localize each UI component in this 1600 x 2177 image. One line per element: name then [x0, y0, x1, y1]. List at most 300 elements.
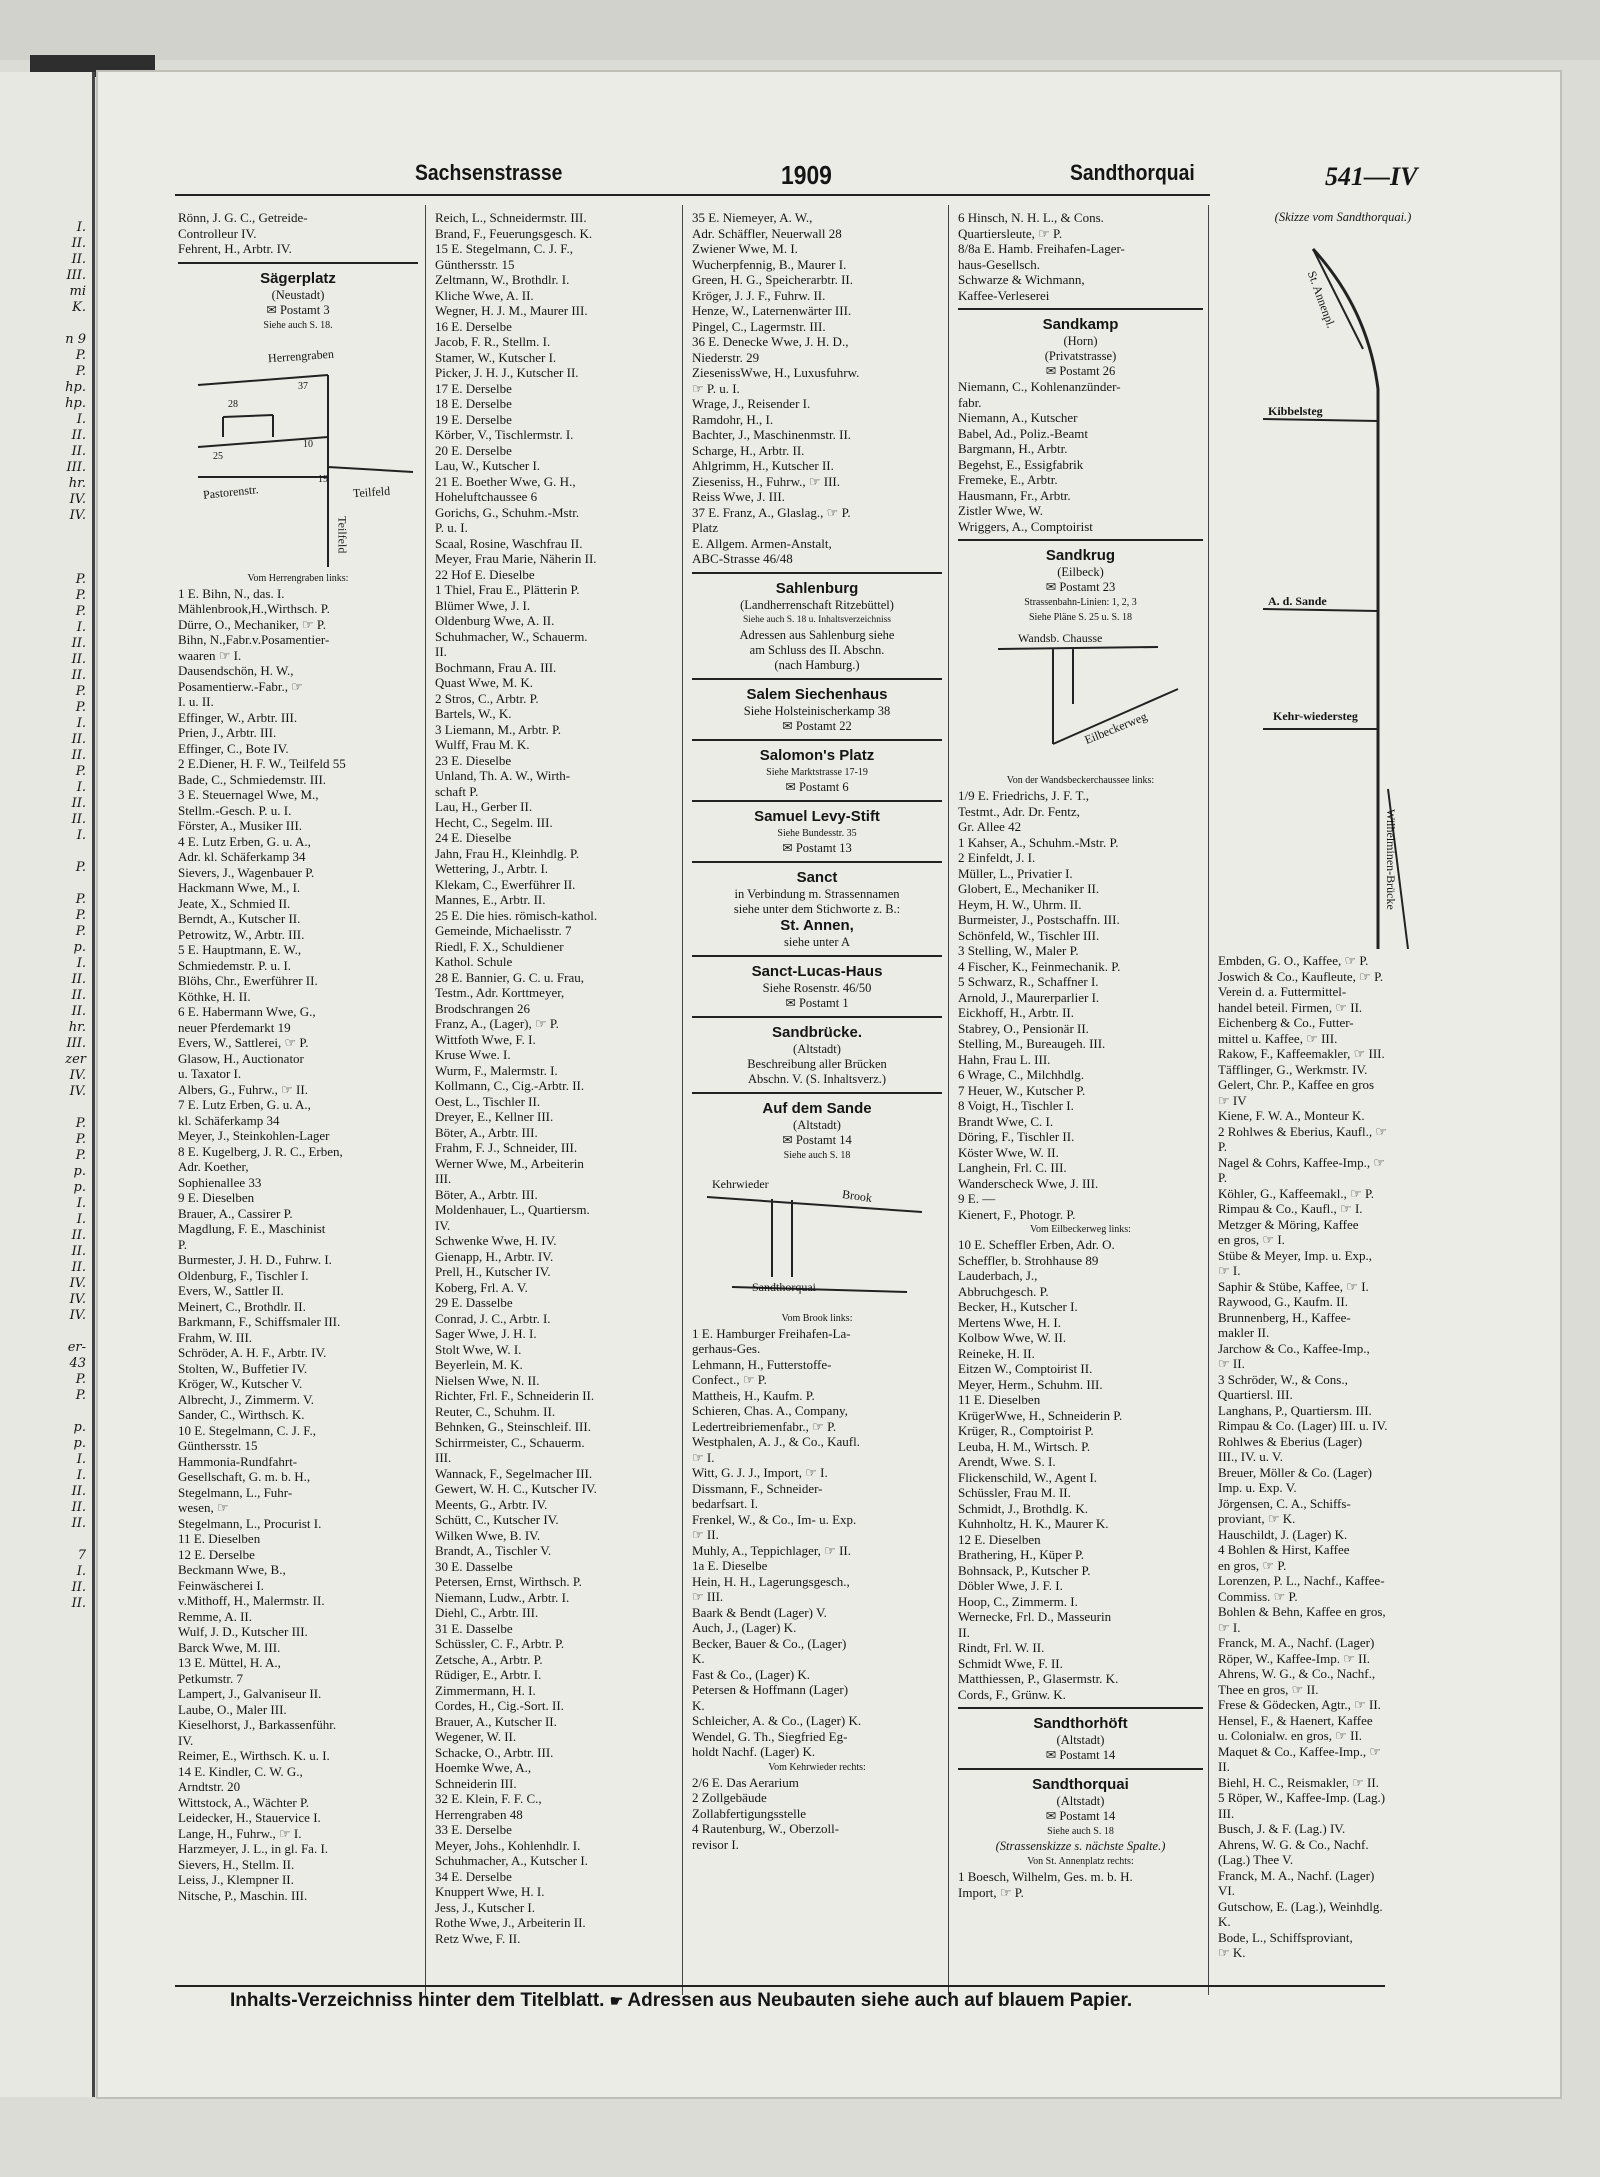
directory-entry: Wulff, Frau M. K. — [435, 737, 530, 752]
directory-entry: wesen, ☞ — [178, 1500, 229, 1515]
section-line: siehe unter dem Stichworte z. B.: — [733, 901, 901, 916]
directory-entry: Rindt, Frl. W. II. — [958, 1640, 1045, 1655]
directory-entry: Commiss. ☞ P. — [1218, 1588, 1298, 1604]
previous-page-line-end: hp. — [65, 396, 86, 411]
previous-page-line-end: II. — [71, 812, 86, 827]
previous-page-line-end: II. — [71, 252, 86, 267]
directory-entry: Franck, M. A., Nachf. (Lager) — [1218, 1635, 1375, 1650]
directory-entry: 10 E. Scheffler Erben, Adr. O. — [958, 1237, 1115, 1252]
previous-page-line-end: II. — [71, 236, 86, 251]
directory-entry: ☞ II. — [692, 1527, 719, 1542]
section-line: ✉ Postamt 22 — [782, 718, 852, 733]
directory-entry: III. — [435, 1171, 452, 1186]
directory-entry: Eickhoff, H., Arbtr. II. — [958, 1005, 1075, 1020]
previous-page-line-end — [6, 540, 92, 556]
directory-entry: Brodschrangen 26 — [435, 1000, 530, 1016]
previous-page-line-end: I. — [76, 220, 86, 235]
directory-entry: Zieseniss, H., Fuhrw., ☞ III. — [692, 473, 841, 489]
previous-page-line-end: p. — [73, 940, 86, 955]
section-line: (Landherrenschaft Ritzebüttel) — [740, 597, 894, 612]
directory-entry: Bihn, N.,Fabr.v.Posamentier- — [178, 632, 330, 647]
directory-entry: Fast & Co., (Lager) K. — [692, 1666, 811, 1682]
previous-page-line-end: II. — [71, 1516, 86, 1531]
directory-entry: Schmidt Wwe, F. II. — [958, 1655, 1063, 1671]
col2-entries — [435, 210, 675, 1946]
section-line: (Altstadt) — [1056, 1794, 1105, 1808]
directory-entry: ☞ P. u. I. — [692, 380, 740, 396]
previous-page-line-end: hp. — [65, 380, 86, 395]
directory-entry: waaren ☞ I. — [178, 647, 242, 663]
section-line: Siehe auch S. 18 u. Inhaltsverzeichniss — [742, 614, 891, 625]
directory-entry: Köthke, H. II. — [178, 988, 251, 1004]
directory-entry: ☞ III. — [692, 1589, 724, 1604]
directory-entry: Gutschow, E. (Lag.), Weinhdlg. — [1218, 1898, 1383, 1914]
previous-page-margin — [0, 72, 95, 2097]
directory-entry: Embden, G. O., Kaffee, ☞ P. — [1218, 953, 1369, 968]
directory-entry: u. Colonialw. en gros, ☞ II. — [1218, 1728, 1363, 1743]
directory-entry: Langhans, P., Quartiersm. III. — [1218, 1402, 1372, 1418]
street-label: Sandthorquai — [752, 1279, 816, 1294]
directory-entry: Kienert, F., Photogr. P. — [958, 1206, 1076, 1222]
previous-page-line-end: IV. — [69, 1292, 86, 1307]
directory-entry: Nagel & Cohrs, Kaffee-Imp., ☞ — [1218, 1154, 1386, 1170]
directory-entry: Reuter, C., Schuhm. II. — [435, 1403, 556, 1419]
directory-entry: Niederstr. 29 — [692, 349, 760, 365]
directory-entry: Wulf, J. D., Kutscher III. — [178, 1624, 308, 1639]
directory-entry: Stolten, W., Buffetier IV. — [178, 1360, 308, 1376]
house-number: 25 — [213, 450, 223, 462]
directory-entry: 19 E. Derselbe — [435, 411, 512, 427]
directory-entry: Rimpau & Co. (Lager) III. u. IV. — [1218, 1418, 1388, 1433]
previous-page-line-end: I. — [76, 1564, 86, 1579]
directory-entry: Schmiedemstr. P. u. I. — [178, 957, 292, 973]
directory-entry: Wurm, F., Malermstr. I. — [435, 1062, 558, 1078]
directory-entry: 37 E. Franz, A., Glaslag., ☞ P. — [692, 504, 851, 520]
section-line: (nach Hamburg.) — [774, 657, 860, 672]
sketch-caption: (Skizze vom Sandthorquai.) — [1274, 210, 1412, 224]
directory-entry: haus-Gesellsch. — [958, 256, 1040, 272]
directory-entry: Jacob, F. R., Stellm. I. — [435, 334, 551, 349]
directory-entry: III., IV. u. V. — [1218, 1449, 1284, 1464]
directory-entry: E. Allgem. Armen-Anstalt, — [692, 535, 832, 551]
street-label: Teilfeld — [335, 515, 350, 553]
directory-entry: Harzmeyer, J. L., in gl. Fa. I. — [178, 1841, 329, 1856]
directory-entry: Petkumstr. 7 — [178, 1670, 244, 1686]
street-label: Herrengraben — [267, 346, 335, 365]
directory-entry: Rönn, J. G. C., Getreide- — [178, 210, 308, 225]
col4-entries — [958, 788, 1203, 1222]
previous-page-line-end: P. — [75, 604, 86, 619]
directory-entry: 25 E. Die hies. römisch-kathol. — [435, 907, 598, 923]
directory-entry: Arndtstr. 20 — [178, 1779, 241, 1794]
directory-entry: Berndt, A., Kutscher II. — [178, 911, 301, 926]
page-header — [175, 160, 1210, 196]
directory-entry: Glasow, H., Auctionator — [178, 1050, 304, 1066]
directory-entry: Scharge, H., Arbtr. II. — [692, 442, 805, 458]
previous-page-line-end: p. — [73, 1164, 86, 1179]
col4-entries-3 — [958, 1869, 1203, 1900]
directory-entry: Schwenke Wwe, H. IV. — [435, 1233, 557, 1248]
directory-entry: Jahn, Frau H., Kleinhdlg. P. — [435, 845, 580, 861]
directory-entry: Ramdohr, H., I. — [692, 411, 774, 427]
directory-entry: KrügerWwe, H., Schneiderin P. — [958, 1407, 1123, 1423]
directory-entry: Stegelmann, L., Procurist I. — [178, 1515, 322, 1531]
previous-page-line-end: I. — [76, 956, 86, 971]
directory-entry: Langhein, Frl. C. III. — [958, 1160, 1067, 1175]
directory-entry: 28 E. Bannier, G. C. u. Frau, — [435, 969, 584, 985]
directory-entry: Thee en gros, ☞ II. — [1218, 1681, 1319, 1697]
directory-entry: Quartiersl. III. — [1218, 1387, 1293, 1402]
sketch-lines — [958, 629, 1203, 769]
directory-entry: Lorenzen, P. L., Nachf., Kaffee- — [1218, 1573, 1385, 1588]
previous-page-line-end: II. — [71, 732, 86, 747]
directory-entry: Hoemke Wwe, A., — [435, 1760, 532, 1775]
directory-entry: Jarchow & Co., Kaffee-Imp., — [1218, 1340, 1370, 1356]
directory-entry: 1 E. Hamburger Freihafen-La- — [692, 1325, 851, 1341]
directory-entry: Moldenhauer, L., Quartiersm. — [435, 1202, 590, 1217]
directory-entry: Lau, W., Kutscher I. — [435, 458, 541, 473]
directory-entry: Evers, W., Sattler II. — [178, 1283, 284, 1298]
previous-page-line-end: II. — [71, 748, 86, 763]
col3-top-entries — [692, 210, 942, 567]
directory-entry: P. — [1218, 1139, 1228, 1154]
directory-entry: Saphir & Stübe, Kaffee, ☞ I. — [1218, 1278, 1369, 1294]
directory-entry: 8/8a E. Hamb. Freihafen-Lager- — [958, 241, 1125, 256]
directory-entry: Conrad, J. C., Arbtr. I. — [435, 1310, 551, 1326]
directory-entry: Hecht, C., Segelm. III. — [435, 814, 553, 830]
previous-page-line-end: P. — [75, 700, 86, 715]
directory-entry: Flickenschild, W., Agent I. — [958, 1469, 1098, 1485]
section-rule — [692, 1092, 942, 1094]
directory-entry: Böter, A., Arbtr. III. — [435, 1186, 538, 1202]
previous-page-line-end: II. — [71, 988, 86, 1003]
directory-entry: Mannes, E., Arbtr. II. — [435, 892, 546, 907]
directory-entry: Werner Wwe, M., Arbeiterin — [435, 1155, 584, 1171]
directory-entry: 1/9 E. Friedrichs, J. F. T., — [958, 788, 1090, 803]
directory-entry: Gemeinde, Michaelisstr. 7 — [435, 923, 572, 938]
scan-background — [0, 0, 1600, 60]
section-rule — [692, 678, 942, 680]
directory-entry: K. — [1218, 1914, 1231, 1929]
directory-entry: II. — [958, 1624, 970, 1640]
column-2 — [435, 210, 675, 1990]
directory-entry: Busch, J. & F. (Lag.) IV. — [1218, 1821, 1346, 1836]
column-divider — [948, 205, 949, 1995]
directory-entry: 2/6 E. Das Aerarium — [692, 1774, 799, 1790]
sketch-lines — [1218, 229, 1468, 949]
section-line: in Verbindung m. Strassennamen — [734, 886, 900, 901]
previous-page-line-end: p. — [73, 1420, 86, 1435]
section-title-sandkamp: Sandkamp — [1042, 316, 1119, 333]
previous-page-line-end: P. — [75, 924, 86, 939]
footer-new-buildings-note: Adressen aus Neubauten siehe auch auf blauem Papier. — [627, 1990, 1133, 2011]
directory-entry: Rohlwes & Eberius (Lager) — [1218, 1433, 1363, 1449]
page-number: 541—IV — [1325, 162, 1418, 191]
directory-entry: Muhly, A., Teppichlager, ☞ II. — [692, 1542, 851, 1558]
directory-entry: 14 E. Kindler, C. W. G., — [178, 1763, 303, 1779]
section-line: Adressen aus Sahlenburg siehe — [739, 627, 895, 642]
directory-entry: Bargmann, H., Arbtr. — [958, 441, 1068, 456]
previous-page-line-end: I. — [76, 1212, 86, 1227]
directory-entry: Lauderbach, J., — [958, 1268, 1038, 1283]
directory-entry: Jess, J., Kutscher I. — [435, 1899, 536, 1915]
directory-entry: Reimer, E., Wirthsch. K. u. I. — [178, 1748, 330, 1763]
previous-page-line-end: hr. — [68, 1020, 86, 1035]
previous-page-line-end: II. — [71, 1580, 86, 1595]
directory-entry: 9 E. Dieselben — [178, 1190, 255, 1205]
directory-entry: Wegner, H. J. M., Maurer III. — [435, 303, 588, 318]
directory-entry: Barck Wwe, M. III. — [178, 1639, 281, 1655]
directory-entry: 1 E. Bihn, N., das. I. — [178, 585, 285, 601]
directory-entry: Hoheluftchaussee 6 — [435, 489, 538, 504]
directory-entry: 1 Kahser, A., Schuhm.-Mstr. P. — [958, 834, 1119, 850]
directory-entry: 1 Boesch, Wilhelm, Ges. m. b. H. — [958, 1869, 1133, 1884]
directory-entry: Koberg, Frl. A. V. — [435, 1279, 528, 1295]
directory-entry: 33 E. Derselbe — [435, 1822, 512, 1837]
directory-entry: Zistler Wwe, W. — [958, 503, 1043, 518]
previous-page-line-end: 43 — [69, 1356, 86, 1371]
header-year: 1909 — [781, 160, 832, 190]
directory-entry: Hammonia-Rundfahrt- — [178, 1453, 298, 1469]
directory-entry: Hoop, C., Zimmerm. I. — [958, 1593, 1078, 1609]
directory-entry: Albrecht, J., Zimmerm. V. — [178, 1391, 315, 1407]
directory-entry: Abbruchgesch. P. — [958, 1283, 1049, 1299]
directory-entry: Niemann, C., Kohlenanzünder- — [958, 379, 1121, 394]
directory-entry: Kiene, F. W. A., Monteur K. — [1218, 1108, 1365, 1123]
directory-entry: (Lag.) Thee V. — [1218, 1852, 1294, 1867]
directory-entry: fabr. — [958, 394, 982, 410]
directory-entry: Jeate, X., Schmied II. — [178, 895, 291, 911]
directory-entry: Joswich & Co., Kaufleute, ☞ P. — [1218, 968, 1384, 984]
directory-entry: Gesellschaft, G. m. b. H., — [178, 1469, 311, 1484]
previous-page-line-end: P. — [75, 572, 86, 587]
directory-entry: Stolt Wwe, W. I. — [435, 1341, 522, 1357]
directory-entry: Scheffler, b. Strohhause 89 — [958, 1252, 1099, 1268]
directory-entry: Brunnenberg, H., Kaffee- — [1218, 1309, 1351, 1325]
directory-entry: Kolbow Wwe, W. II. — [958, 1330, 1067, 1345]
previous-page-line-end: III. — [66, 1036, 86, 1051]
previous-page-line-end — [6, 876, 92, 892]
directory-entry: Kuhnholtz, H. K., Maurer K. — [958, 1516, 1109, 1531]
previous-page-line-end: IV. — [69, 1276, 86, 1291]
previous-page-line-end: P. — [75, 684, 86, 699]
directory-entry: Breuer, Möller & Co. (Lager) — [1218, 1464, 1372, 1480]
directory-entry: Petrowitz, W., Arbtr. III. — [178, 926, 305, 942]
directory-entry: 10 E. Stegelmann, C. J. F., — [178, 1422, 316, 1438]
directory-entry: Mertens Wwe, H. I. — [958, 1314, 1062, 1330]
directory-entry: Behnken, G., Steinschleif. III. — [435, 1419, 591, 1434]
directory-entry: Gorichs, G., Schuhm.-Mstr. — [435, 504, 580, 520]
directory-entry: Wucherpfennig, B., Maurer I. — [692, 256, 847, 272]
directory-entry: Pingel, C., Lagermstr. III. — [692, 318, 826, 334]
directory-entry: u. Taxator I. — [178, 1066, 242, 1081]
directory-entry: 4 E. Lutz Erben, G. u. A., — [178, 833, 311, 849]
directory-entry: 11 E. Dieselben — [178, 1531, 261, 1546]
directory-entry: 2 Rohlwes & Eberius, Kaufl., ☞ — [1218, 1123, 1388, 1139]
directory-entry: Sievers, H., Stellm. II. — [178, 1856, 295, 1872]
previous-page-line-end: P. — [75, 764, 86, 779]
previous-page-line-end: I. — [76, 620, 86, 635]
directory-entry: 2 Einfeldt, J. I. — [958, 850, 1036, 865]
section-line: Siehe Bundesstr. 35 — [777, 827, 857, 839]
previous-page-line-end: II. — [71, 1228, 86, 1243]
directory-entry: Stelling, M., Bureaugeh. III. — [958, 1036, 1106, 1051]
directory-entry: 35 E. Niemeyer, A. W., — [692, 210, 813, 225]
directory-entry: Kruse Wwe. I. — [435, 1047, 511, 1062]
directory-entry: Magdlung, F. E., Maschinist — [178, 1221, 326, 1236]
directory-entry: Babel, Ad., Poliz.-Beamt — [958, 425, 1088, 441]
directory-entry: 21 E. Boether Wwe, G. H., — [435, 473, 576, 489]
section-line: ✉ Postamt 1 — [785, 995, 849, 1010]
previous-page-line-end: IV. — [69, 1068, 86, 1083]
previous-page-line-end: p. — [73, 1180, 86, 1195]
previous-page-line-end: IV. — [69, 492, 86, 507]
directory-entry: Scaal, Rosine, Waschfrau II. — [435, 535, 583, 551]
previous-page-line-end: P. — [75, 1148, 86, 1163]
directory-entry: 2 Stros, C., Arbtr. P. — [435, 690, 539, 706]
previous-page-line-end: II. — [71, 428, 86, 443]
directory-entry: Wanderscheck Wwe, J. III. — [958, 1175, 1099, 1191]
directory-entry: Hauschildt, J. (Lager) K. — [1218, 1526, 1348, 1542]
section-rule — [958, 1768, 1203, 1770]
section-line: (Privatstrasse) — [1044, 349, 1117, 363]
street-label: Kehrwieder — [712, 1176, 769, 1191]
directory-entry: Auch, J., (Lager) K. — [692, 1620, 797, 1635]
column-divider — [682, 205, 683, 1995]
directory-entry: Sophienallee 33 — [178, 1174, 262, 1190]
directory-entry: 7 Heuer, W., Kutscher P. — [958, 1082, 1086, 1098]
directory-entry: Meyer, J., Steinkohlen-Lager — [178, 1128, 330, 1143]
directory-entry: Frahm, W. III. — [178, 1329, 253, 1345]
street-label: Wilhelminen-Brücke — [1384, 809, 1398, 910]
footer-rule — [175, 1985, 1385, 1987]
column-divider — [425, 205, 426, 1995]
previous-page-line-end: II. — [71, 1596, 86, 1611]
directory-entry: Leuba, H. M., Wirtsch. P. — [958, 1438, 1091, 1454]
rechts-label: Vom Kehrwieder rechts: — [768, 1761, 866, 1773]
directory-entry: Platz — [692, 520, 718, 535]
directory-entry: Beyerlein, M. K. — [435, 1357, 523, 1372]
directory-entry: Reiss Wwe, J. III. — [692, 489, 785, 504]
section-line: ✉ Postamt 13 — [782, 840, 852, 855]
directory-entry: Röper, W., Kaffee-Imp. ☞ II. — [1218, 1650, 1371, 1666]
directory-entry: Remme, A. II. — [178, 1608, 253, 1624]
directory-entry: Brauer, A., Kutscher II. — [435, 1713, 557, 1729]
directory-entry: Niemann, A., Kutscher — [958, 410, 1078, 425]
directory-entry: 1a E. Dieselbe — [692, 1558, 768, 1573]
directory-entry: Heym, H. W., Uhrm. II. — [958, 896, 1082, 912]
directory-entry: Imp. u. Exp. V. — [1218, 1480, 1297, 1495]
directory-entry: 34 E. Derselbe — [435, 1868, 512, 1884]
directory-entry: Wittfoth Wwe, F. I. — [435, 1031, 536, 1047]
directory-entry: Körber, V., Tischlermstr. I. — [435, 427, 574, 442]
directory-entry: schaft P. — [435, 783, 479, 799]
directory-entry: Schüssler, C. F., Arbtr. P. — [435, 1636, 565, 1651]
directory-entry: Petersen & Hoffmann (Lager) — [692, 1682, 849, 1697]
directory-entry: Petersen, Ernst, Wirthsch. P. — [435, 1574, 582, 1589]
directory-entry: 5 Schwarz, R., Schaffner I. — [958, 974, 1099, 989]
directory-entry: 6 Hinsch, N. H. L., & Cons. — [958, 210, 1104, 225]
directory-entry: Oest, L., Tischler II. — [435, 1093, 541, 1109]
directory-entry: 13 E. Müttel, H. A., — [178, 1655, 281, 1670]
house-number: 19 — [318, 473, 328, 485]
directory-entry: Knuppert Wwe, H. I. — [435, 1884, 545, 1899]
directory-entry: Reineke, H. II. — [958, 1345, 1035, 1361]
directory-entry: Kliche Wwe, A. II. — [435, 287, 534, 303]
directory-entry: Ahrens, W. G., & Co., Nachf., — [1218, 1666, 1376, 1681]
directory-entry: mittel u. Kaffee, ☞ III. — [1218, 1030, 1338, 1046]
directory-entry: Kaffee-Verleserei — [958, 287, 1050, 303]
directory-entry: Zimmermann, H. I. — [435, 1682, 536, 1698]
directory-entry: 5 Röper, W., Kaffee-Imp. (Lag.) — [1218, 1790, 1386, 1805]
directory-entry: Kröger, W., Kutscher V. — [178, 1376, 303, 1391]
section-line: Siehe Rosenstr. 46/50 — [762, 980, 872, 995]
previous-page-line-end: I. — [76, 828, 86, 843]
directory-entry: proviant, ☞ K. — [1218, 1511, 1296, 1526]
directory-entry: 3 E. Steuernagel Wwe, M., — [178, 787, 319, 802]
section-line: ✉ Postamt 23 — [1045, 580, 1116, 594]
previous-page-line-end — [6, 844, 92, 860]
directory-entry: Frese & Gödecken, Agtr., ☞ II. — [1218, 1697, 1381, 1712]
directory-entry: 31 E. Dasselbe — [435, 1620, 513, 1636]
directory-entry: Meents, G., Arbtr. IV. — [435, 1496, 548, 1512]
directory-entry: handel beteil. Firmen, ☞ II. — [1218, 999, 1363, 1015]
directory-entry: Rüdiger, E., Arbtr. I. — [435, 1667, 542, 1682]
column-4 — [958, 210, 1203, 1990]
section-title-sandthorquai: Sandthorquai — [1032, 1776, 1129, 1793]
directory-entry: K. — [692, 1697, 705, 1713]
directory-entry: Sager Wwe, J. H. I. — [435, 1326, 537, 1341]
directory-entry: Schwarze & Wichmann, — [958, 272, 1085, 287]
directory-entry: 4 Bohlen & Hirst, Kaffee — [1218, 1542, 1350, 1557]
directory-entry: Hensel, F., & Haenert, Kaffee — [1218, 1712, 1373, 1728]
house-number: 37 — [298, 380, 308, 392]
directory-entry: 5 E. Hauptmann, E. W., — [178, 942, 302, 957]
directory-entry: 23 E. Dieselbe — [435, 752, 512, 768]
directory-entry: ZiesenissWwe, H., Luxusfuhrw. — [692, 365, 860, 380]
directory-entry: 20 E. Derselbe — [435, 442, 512, 458]
previous-page-line-end: P. — [75, 1388, 86, 1403]
house-number: 10 — [303, 438, 313, 450]
section-line: ✉ Postamt 14 — [1045, 1748, 1116, 1762]
directory-entry: Quast Wwe, M. K. — [435, 675, 533, 690]
directory-entry: VI. — [1218, 1883, 1235, 1898]
previous-page-line-end: II. — [71, 668, 86, 683]
previous-page-line-end: P. — [75, 908, 86, 923]
directory-entry: Cords, F., Grünw. K. — [958, 1686, 1066, 1702]
directory-entry: 2 Zollgebäude — [692, 1790, 767, 1805]
section-line: ✉ Postamt 26 — [1045, 364, 1116, 378]
section-title-sanct-lucas: Sanct-Lucas-Haus — [751, 962, 883, 980]
directory-entry: Förster, A., Musiker III. — [178, 818, 303, 833]
directory-entry: Cordes, H., Cig.-Sort. II. — [435, 1698, 564, 1713]
house-number: 28 — [228, 398, 238, 410]
directory-entry: Sievers, J., Wagenbauer P. — [178, 864, 315, 880]
directory-entry: 6 Wrage, C., Milchhdlg. — [958, 1067, 1084, 1082]
col1-entries — [178, 586, 418, 1904]
directory-entry: 8 E. Kugelberg, J. R. C., Erben, — [178, 1143, 343, 1159]
directory-entry: Laube, O., Maler III. — [178, 1701, 287, 1717]
directory-entry: 6 E. Habermann Wwe, G., — [178, 1004, 316, 1019]
directory-entry: Verein d. a. Futtermittel- — [1218, 984, 1347, 999]
directory-entry: Evers, W., Sattlerei, ☞ P. — [178, 1035, 309, 1050]
directory-entry: Schirrmeister, C., Schauerm. — [435, 1434, 585, 1450]
directory-entry: Arnold, J., Maurerparlier I. — [958, 989, 1100, 1005]
directory-entry: neuer Pferdemarkt 19 — [178, 1019, 291, 1035]
directory-entry: Confect., ☞ P. — [692, 1372, 767, 1387]
previous-page-line-end: K. — [72, 300, 86, 315]
directory-entry: IV. — [435, 1217, 451, 1233]
